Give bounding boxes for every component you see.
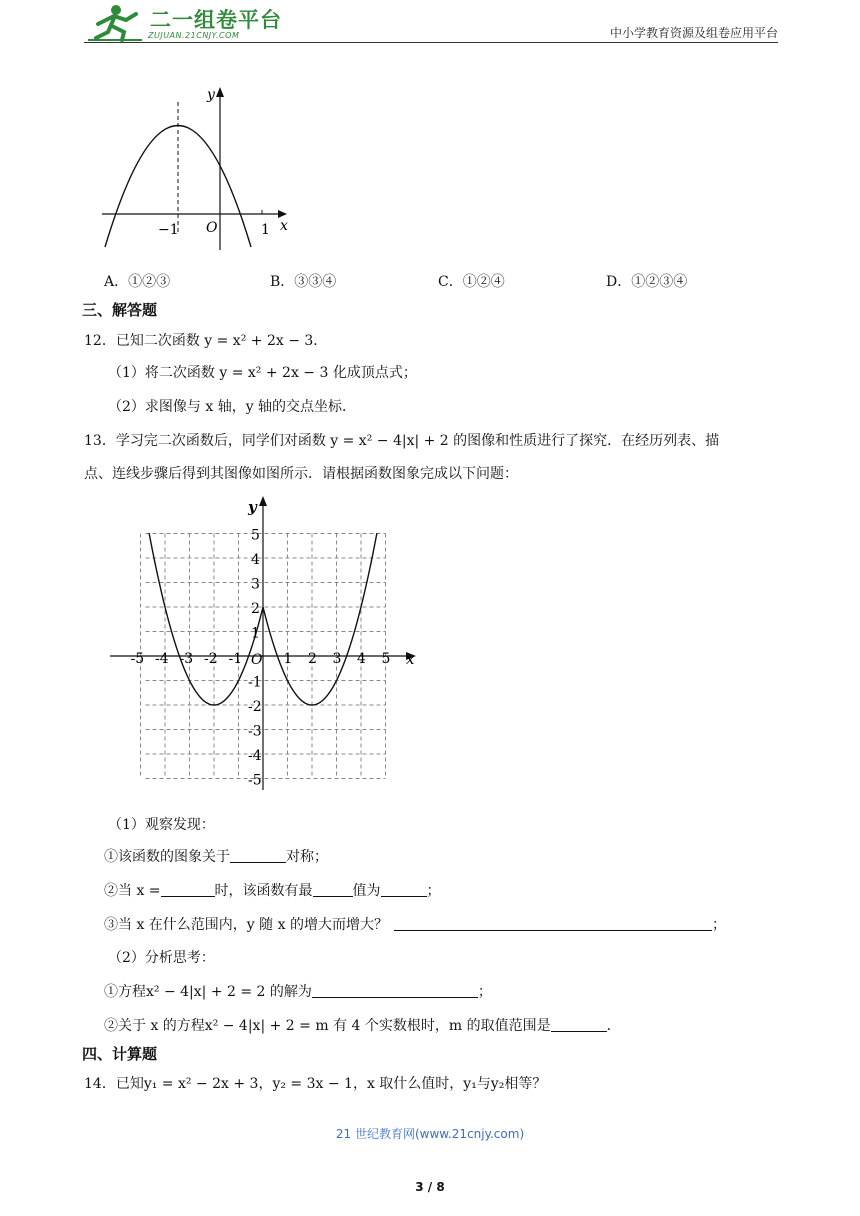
choice-d[interactable] [606, 271, 687, 291]
logo-text: 二一组卷平台 [150, 8, 282, 32]
item-2-text-d: ； [426, 883, 441, 899]
answer-blank[interactable] [161, 882, 215, 897]
y-tick-label: 4 [251, 552, 260, 568]
answer-blank[interactable] [312, 983, 478, 998]
choice-c[interactable] [438, 271, 505, 291]
choice-letter: D． [606, 274, 632, 290]
function-graph [110, 492, 420, 792]
tick-label-neg1: −1 [158, 222, 179, 238]
parabola-graph [95, 82, 300, 252]
answer-blank[interactable] [551, 1017, 607, 1032]
choice-text: ①②④ [462, 274, 505, 290]
choice-letter: C． [438, 274, 463, 290]
x-axis-label: x [406, 650, 415, 668]
choice-b[interactable] [270, 271, 336, 291]
y-tick-label: -2 [248, 699, 262, 715]
question-14: 14．已知y₁ = x² − 2x + 3，y₂ = 3x − 1，x 取什么值时，y₁与y₂相等？ [84, 1076, 547, 1092]
item-5-text: ②关于 x 的方程x² − 4|x| + 2 = m 有 4 个实数根时，m 的取值范围是 [104, 1018, 551, 1034]
item-2-text-c: 值为 [352, 883, 381, 899]
answer-blank[interactable] [230, 848, 286, 863]
item-3-text: ③当 x 在什么范围内，y 随 x 的增大而增大？ [104, 917, 388, 933]
choice-text: ①②③ [128, 274, 171, 290]
question-13-item-4 [104, 981, 492, 1001]
origin-label: O [251, 652, 263, 668]
y-tick-label: -3 [248, 723, 262, 740]
x-tick-label: -4 [155, 651, 169, 667]
x-axis-label: x [280, 218, 288, 234]
y-axis-label: y [207, 87, 215, 103]
tick-label-1: 1 [261, 222, 270, 238]
item-4-text: ①方程x² − 4|x| + 2 = 2 的解为 [104, 984, 312, 1000]
item-3-end: ； [711, 917, 726, 933]
x-tick-label: 4 [357, 651, 366, 667]
question-12-part-1: （1）将二次函数 y = x² + 2x − 3 化成顶点式； [108, 365, 417, 381]
y-axis-arrow-icon [216, 87, 224, 97]
y-tick-label: -4 [248, 748, 262, 764]
choice-letter: B． [270, 274, 295, 290]
footer-link[interactable]: 21 世纪教育网(www.21cnjy.com) [335, 1127, 525, 1141]
header-platform-name: 中小学教育资源及组卷应用平台 [609, 26, 778, 40]
item-4-end: ； [477, 984, 492, 1000]
x-tick-label: 2 [308, 651, 317, 667]
question-12-stem: 12．已知二次函数 y = x² + 2x − 3． [84, 333, 328, 349]
section-heading-3: 三、解答题 [82, 301, 158, 319]
question-13-item-1 [104, 846, 328, 866]
x-tick-label: 5 [381, 651, 391, 667]
question-13-part-2: （2）分析思考： [108, 950, 215, 966]
question-13-item-5 [104, 1015, 611, 1035]
x-axis-arrow-icon [278, 210, 287, 218]
x-tick-label: -3 [179, 651, 194, 667]
y-axis-arrow-icon [259, 496, 267, 506]
y-tick-label: -1 [248, 674, 262, 691]
y-tick-label: 1 [251, 625, 260, 642]
header-divider [84, 42, 778, 43]
runner-logo-icon [86, 2, 146, 42]
choice-text: ③③④ [294, 274, 337, 290]
choice-letter: A． [104, 274, 129, 290]
page-number: 3 / 8 [415, 1180, 445, 1194]
y-tick-label: 5 [251, 527, 260, 544]
item-1-text: ①该函数的图象关于 [104, 849, 230, 865]
answer-blank[interactable] [313, 882, 353, 897]
logo-subtext: ZUJUAN.21CNJY.COM [148, 31, 240, 40]
question-13-stem-line2: 点、连线步骤后得到其图像如图所示．请根据函数图象完成以下问题： [84, 466, 518, 482]
y-tick-label: 2 [251, 601, 260, 617]
x-tick-label: -1 [228, 651, 243, 667]
y-axis-label: y [248, 498, 257, 516]
answer-blank[interactable] [394, 916, 712, 931]
answer-blank[interactable] [381, 882, 427, 897]
item-2-text-a: ②当 x = [104, 883, 161, 899]
x-tick-label: 3 [332, 651, 342, 667]
question-13-item-3 [104, 914, 726, 934]
x-tick-label: -5 [130, 651, 145, 667]
question-13-stem-line1: 13．学习完二次函数后，同学们对函数 y = x² − 4|x| + 2 的图像和性质进行了探究．在经历列表、描 [84, 433, 720, 449]
x-tick-label: -2 [204, 651, 218, 667]
choice-text: ①②③④ [631, 274, 688, 290]
origin-label: O [206, 220, 218, 236]
choice-a[interactable] [104, 271, 170, 291]
x-tick-label: 1 [283, 651, 293, 667]
question-13-part-1: （1）观察发现： [108, 817, 215, 833]
y-tick-label: 3 [251, 576, 260, 593]
question-12-part-2: （2）求图像与 x 轴，y 轴的交点坐标． [108, 399, 357, 415]
question-13-item-2 [104, 880, 441, 900]
item-1-end: 对称； [286, 849, 328, 865]
item-2-text-b: 时，该函数有最 [214, 883, 313, 899]
section-heading-4: 四、计算题 [82, 1045, 158, 1063]
y-tick-label: -5 [248, 772, 262, 789]
item-5-end: . [606, 1018, 612, 1034]
